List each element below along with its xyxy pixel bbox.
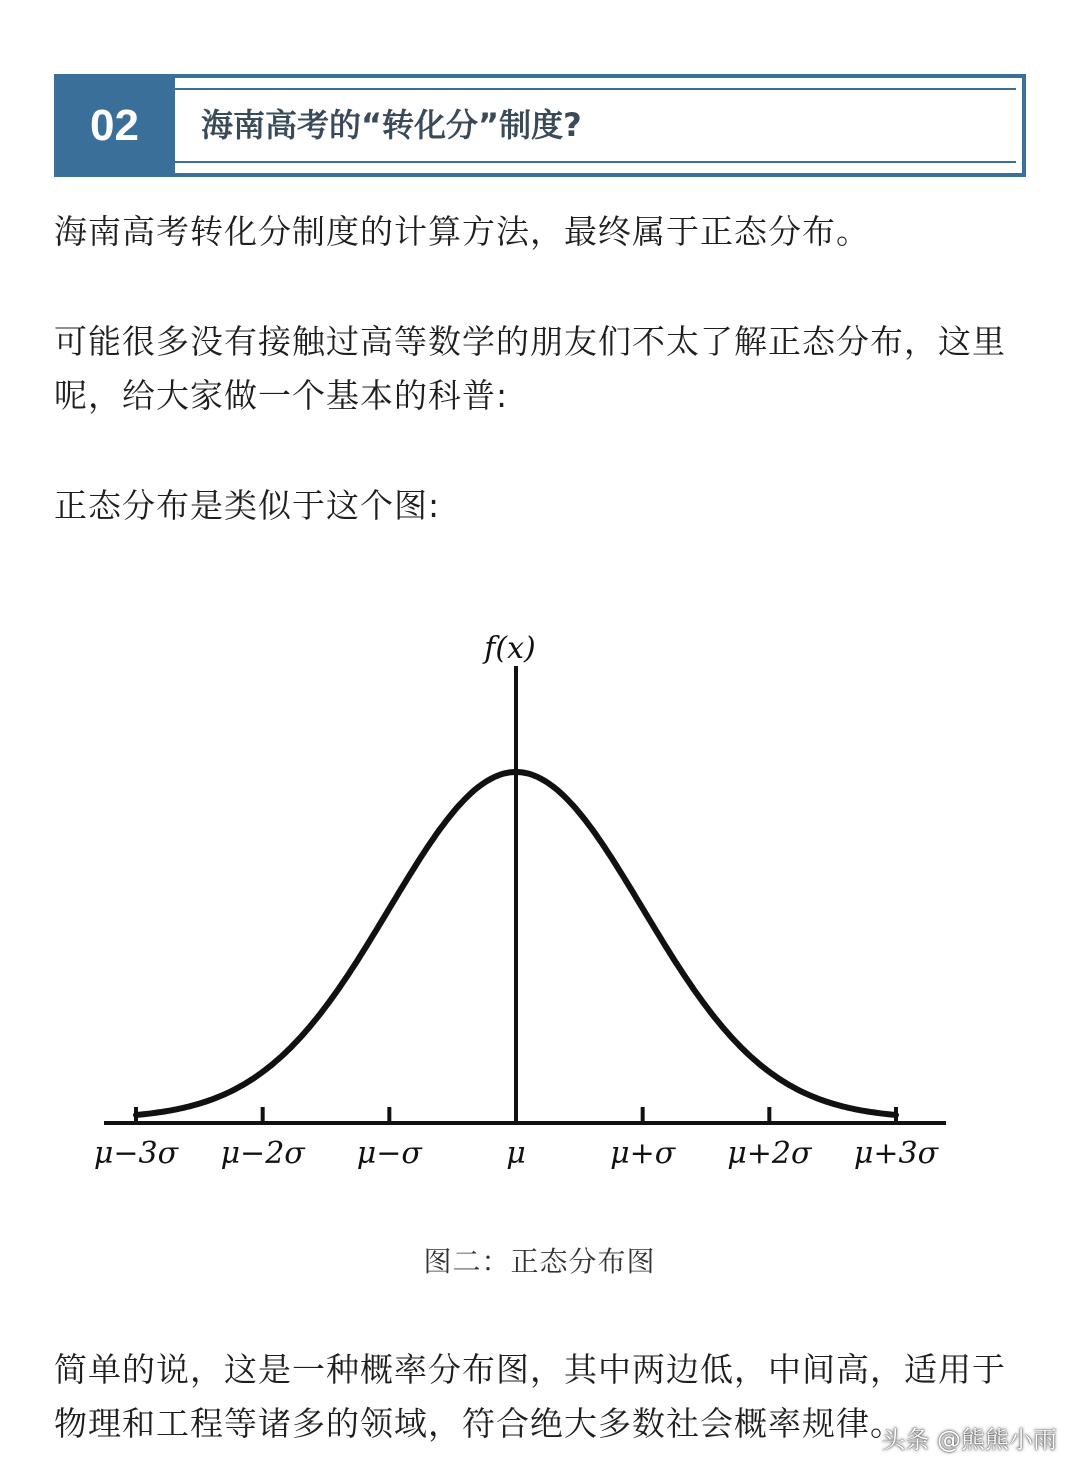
section-title-box [175, 74, 1026, 177]
paragraph-explain: 可能很多没有接触过高等数学的朋友们不太了解正态分布，这里呢，给大家做一个基本的科普: [54, 322, 1006, 415]
x-tick-label: μ−2σ [220, 1136, 305, 1171]
x-tick-label: μ+2σ [727, 1136, 812, 1171]
section-title: 海南高考的“转化分”制度? [201, 106, 582, 144]
y-axis-label: f(x) [484, 631, 536, 666]
figure-caption: 图二：正态分布图 [423, 1245, 656, 1278]
x-tick-label: μ [506, 1136, 526, 1171]
x-tick-label: μ−3σ [93, 1136, 179, 1171]
paragraph-figure-lead: 正态分布是类似于这个图: [54, 486, 441, 525]
section-number: 02 [54, 74, 175, 177]
x-tick-label: μ+σ [610, 1136, 676, 1171]
section-header [54, 74, 1026, 177]
watermark: 头条 @熊熊小雨 [881, 1426, 1057, 1454]
x-tick-label: μ−σ [356, 1136, 422, 1171]
x-ticks [94, 1107, 940, 1171]
normal-distribution-figure [80, 590, 980, 1200]
normal-distribution-chart [80, 590, 980, 1200]
x-tick-label: μ+3σ [853, 1136, 939, 1171]
paragraph-summary: 简单的说，这是一种概率分布图，其中两边低，中间高，适用于物理和工程等诸多的领域，符合绝大多数社会概率规律。 [54, 1350, 1006, 1443]
paragraph-intro: 海南高考转化分制度的计算方法，最终属于正态分布。 [54, 212, 870, 251]
